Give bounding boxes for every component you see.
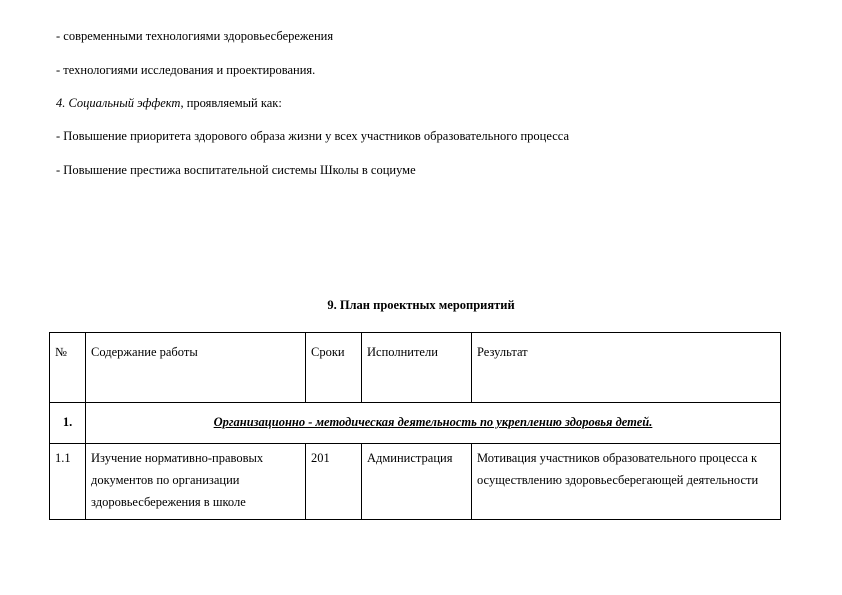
row-executor: Администрация (362, 444, 472, 520)
row-result: Мотивация участников образовательного процесса к осуществлению здоровьесберегающей деятельности (472, 444, 781, 520)
table-row (50, 444, 781, 520)
header-executors: Исполнители (362, 333, 472, 403)
header-number: № (50, 333, 86, 403)
header-terms: Сроки (306, 333, 362, 403)
social-effect-heading (56, 96, 282, 111)
table-header-row (50, 333, 781, 403)
header-content: Содержание работы (86, 333, 306, 403)
table-section-row (50, 403, 781, 444)
text-line-research-technologies: - технологиями исследования и проектирования. (56, 63, 316, 77)
social-effect-italic: 4. Социальный эффект (56, 96, 181, 110)
section-number: 1. (50, 403, 86, 444)
header-result: Результат (472, 333, 781, 403)
text-line-health-technologies: - современными технологиями здоровьесбережения (56, 29, 334, 43)
plan-table (49, 332, 781, 520)
row-term: 201 (306, 444, 362, 520)
text-line-school-prestige: - Повышение престижа воспитательной системы Школы в социуме (56, 163, 416, 177)
social-effect-rest: , проявляемый как: (180, 96, 282, 110)
text-line-healthy-lifestyle: - Повышение приоритета здорового образа жизни у всех участников образовательного процесса (56, 129, 570, 143)
row-content: Изучение нормативно-правовых документов по организации здоровьесбережения в школе (86, 444, 306, 520)
section-title: Организационно - методическая деятельность по укреплению здоровья детей. (213, 415, 653, 429)
section-title-cell (86, 403, 781, 444)
plan-title: 9. План проектных мероприятий (327, 298, 515, 312)
row-number: 1.1 (50, 444, 86, 520)
